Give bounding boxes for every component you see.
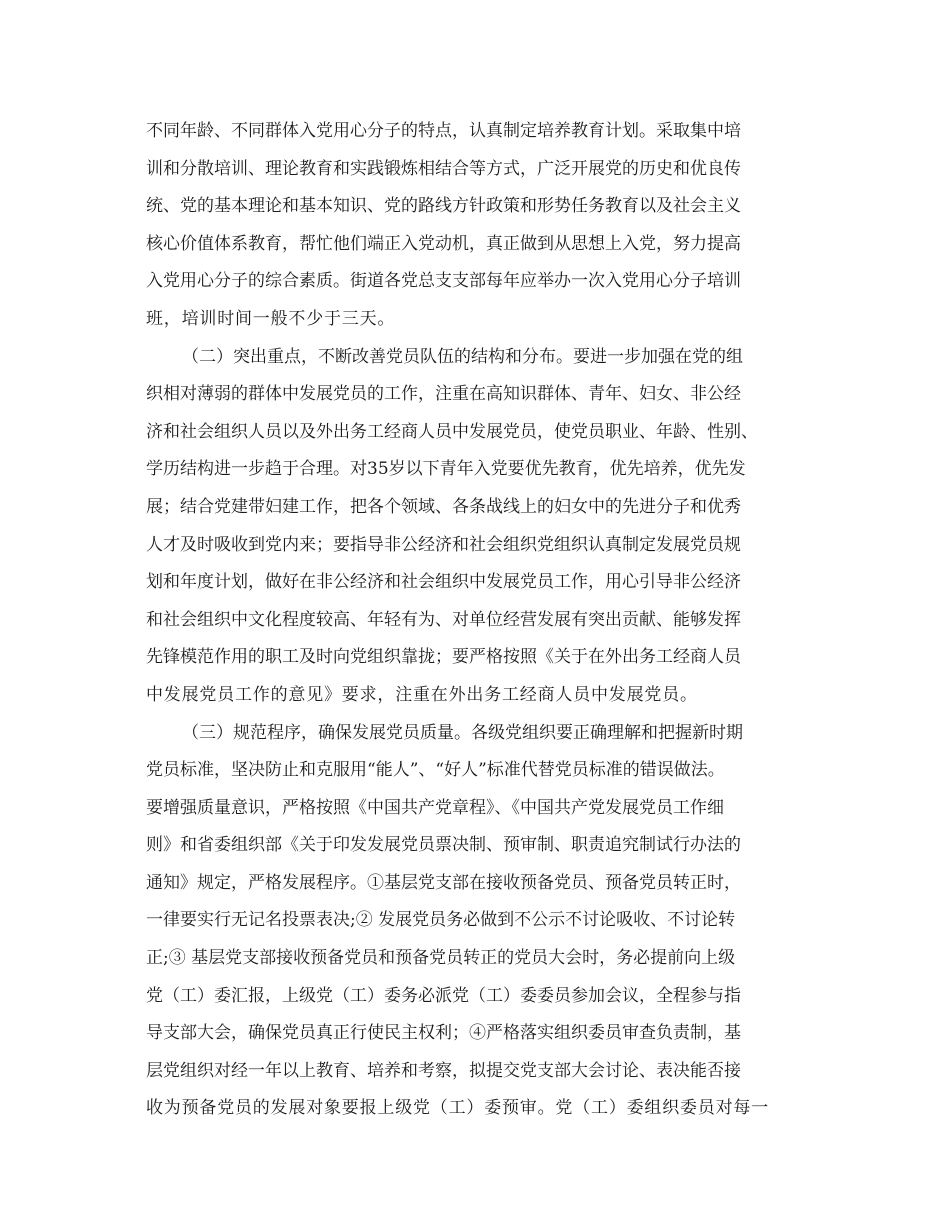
text-line: 则》和省委组织部《关于印发发展党员票决制、预审制、职责追究制试行办法的 [146, 835, 741, 856]
text-line: （三）规范程序，确保发展党员质量。各级党组织要正确理解和把握新时期 [182, 722, 743, 743]
text-line: 一律要实行无记名投票表决;② 发展党员务必做到不公示不讨论吸收、不讨论转 [146, 910, 736, 931]
text-line: 展；结合党建带妇建工作，把各个领域、各条战线上的妇女中的先进分子和优秀 [146, 496, 741, 517]
text-line: 核心价值体系教育，帮忙他们端正入党动机，真正做到从思想上入党，努力提高 [146, 233, 741, 254]
text-line: 通知》规定，严格发展程序。①基层党支部在接收预备党员、预备党员转正时， [146, 872, 741, 893]
text-line: 学历结构进一步趋于合理。对35岁以下青年入党要优先教育，优先培养，优先发 [146, 459, 746, 480]
text-line: 要增强质量意识，严格按照《中国共产党章程》、《中国共产党发展党员工作细 [146, 797, 724, 818]
text-line: 划和年度计划，做好在非公经济和社会组织中发展党员工作，用心引导非公经济 [146, 572, 741, 593]
document-body [146, 113, 806, 1128]
text-line: 收为预备党员的发展对象要报上级党（工）委预审。党（工）委组织委员对每一 [146, 1098, 769, 1119]
paragraph [146, 715, 806, 1129]
text-line: 中发展党员工作的意见》要求，注重在外出务工经商人员中发展党员。 [146, 684, 698, 705]
text-line: 导支部大会，确保党员真正行使民主权利；④严格落实组织委员审查负责制，基 [146, 1023, 741, 1044]
paragraph [146, 339, 806, 715]
text-line: 和社会组织中文化程度较高、年轻有为、对单位经营发展有突出贡献、能够发挥 [146, 609, 741, 630]
text-line: 入党用心分子的综合素质。街道各党总支支部每年应举办一次入党用心分子培训 [146, 271, 741, 292]
text-line: 织相对薄弱的群体中发展党员的工作，注重在高知识群体、青年、妇女、非公经 [146, 384, 741, 405]
text-line: 先锋模范作用的职工及时向党组织靠拢；要严格按照《关于在外出务工经商人员 [146, 647, 741, 668]
text-line: 班，培训时间一般不少于三天。 [146, 308, 396, 329]
text-line: 训和分散培训、理论教育和实践锻炼相结合等方式，广泛开展党的历史和优良传 [146, 158, 741, 179]
paragraph [146, 113, 806, 339]
text-line: 党员标准，坚决防止和克服用“能人”、“好人”标准代替党员标准的错误做法。 [146, 760, 725, 781]
text-line: 层党组织对经一年以上教育、培养和考察，拟提交党支部大会讨论、表决能否接 [146, 1060, 741, 1081]
text-line: 正;③ 基层党支部接收预备党员和预备党员转正的党员大会时，务必提前向上级 [146, 948, 736, 969]
text-line: 人才及时吸收到党内来；要指导非公经济和社会组织党组织认真制定发展党员规 [146, 534, 741, 555]
text-line: 党（工）委汇报，上级党（工）委务必派党（工）委委员参加会议，全程参与指 [146, 985, 741, 1006]
text-line: 济和社会组织人员以及外出务工经商人员中发展党员，使党员职业、年龄、性别、 [146, 421, 758, 442]
text-line: 统、党的基本理论和基本知识、党的路线方针政策和形势任务教育以及社会主义 [146, 196, 741, 217]
text-line: 不同年龄、不同群体入党用心分子的特点，认真制定培养教育计划。采取集中培 [146, 121, 741, 141]
text-line: （二）突出重点，不断改善党员队伍的结构和分布。要进一步加强在党的组 [182, 346, 743, 367]
